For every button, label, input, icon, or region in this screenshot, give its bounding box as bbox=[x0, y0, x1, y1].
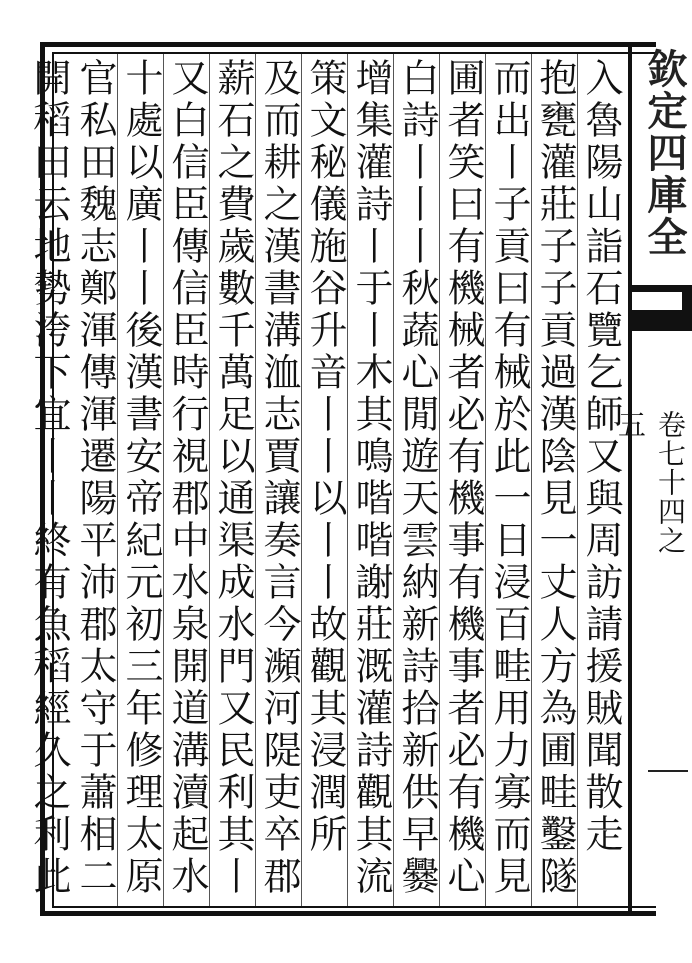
text-column-13: 開稻田云地勢洿下宜丨丨終有魚稻經久之利此 bbox=[27, 58, 71, 898]
book-title: 欽定四庫全 bbox=[641, 48, 688, 258]
right-border bbox=[628, 42, 632, 916]
text-column-10: 又白信臣傳信臣時行視郡中水泉開道溝瀆起水 bbox=[165, 58, 209, 898]
fishtail-notch bbox=[632, 292, 682, 310]
text-column-8: 及而耕之漢書溝洫志賈讓奏言今瀕河隄吏卒郡 bbox=[257, 58, 301, 898]
text-column-1: 入魯陽山詣石覽乞師又與周訪請援賊聞散走 bbox=[579, 58, 623, 856]
text-column-6: 增集灌詩丨于丨木其鳴喈喈謝莊溉灌詩觀其流 bbox=[349, 58, 393, 898]
text-column-2: 抱甕灌莊子子貢過漢陰見一丈人方為圃畦鑿隧 bbox=[533, 58, 577, 898]
text-column-7: 策文秘儀施谷升音丨丨以丨丨故觀其浸潤所 bbox=[303, 58, 347, 856]
text-column-12: 官私田魏志鄭渾傳渾遷陽平沛郡太守于蕭相二 bbox=[73, 58, 117, 898]
text-column-11: 十處以廣丨丨後漢書安帝紀元初三年修理太原 bbox=[119, 58, 163, 898]
margin-rule bbox=[648, 770, 688, 772]
text-column-5: 白詩丨丨丨秋蔬心閒遊天雲納新詩拾新供早爨 bbox=[395, 58, 439, 898]
text-column-4: 圃者笑曰有機械者必有機事有機事者必有機心 bbox=[441, 58, 485, 898]
text-column-3: 而出丨子貢曰有械於此一日浸百畦用力寡而見 bbox=[487, 58, 531, 898]
volume-label: 卷七十四之五 bbox=[614, 410, 687, 555]
text-column-9: 薪石之費歲數千萬足以通渠成水門又民利其丨 bbox=[211, 58, 255, 898]
